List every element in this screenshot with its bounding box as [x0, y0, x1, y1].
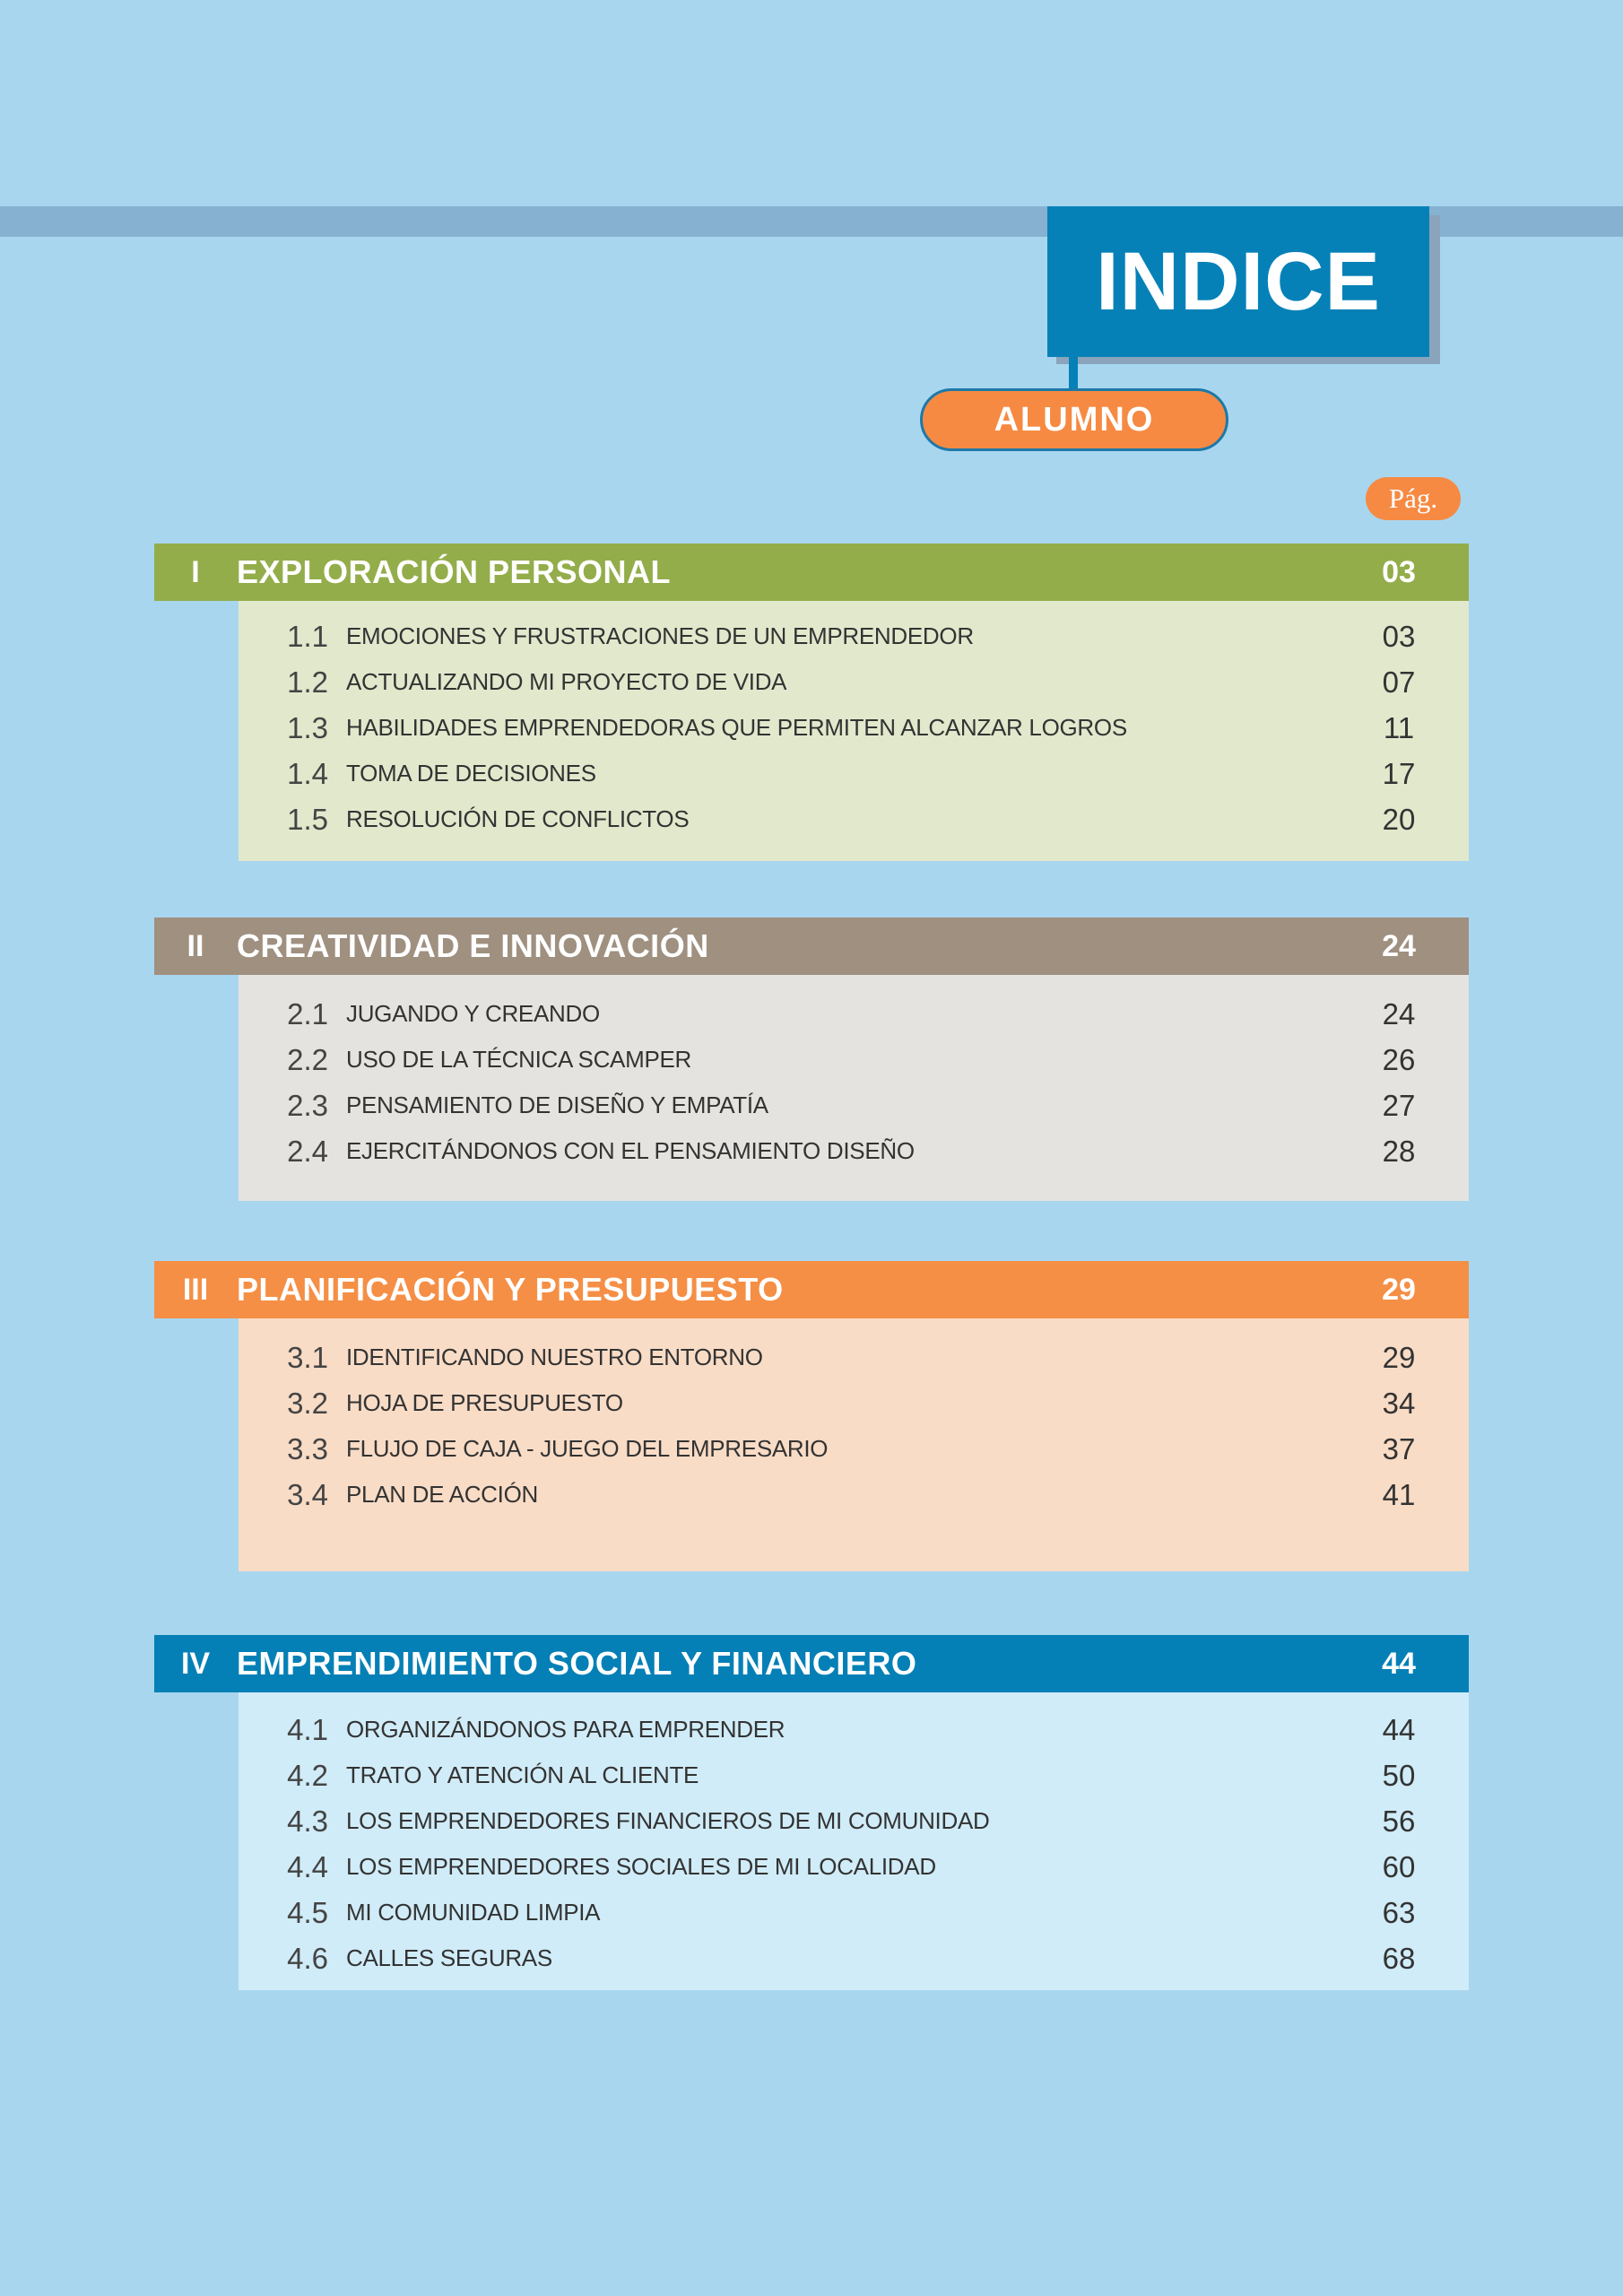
subtitle-pill: ALUMNO: [920, 388, 1228, 451]
item-label: USO DE LA TÉCNICA SCAMPER: [346, 1046, 692, 1073]
section-body: [239, 975, 1469, 1201]
item-page: 26: [1382, 1042, 1416, 1076]
item-label: JUGANDO Y CREANDO: [346, 1000, 600, 1027]
section-body: [239, 1318, 1469, 1571]
section-title: PLANIFICACIÓN Y PRESUPUESTO: [237, 1271, 784, 1308]
section-page: 44: [1382, 1646, 1416, 1681]
item-label: HABILIDADES EMPRENDEDORAS QUE PERMITEN ALCANZAR LOGROS: [346, 714, 1127, 741]
item-number: 2.3: [287, 1088, 328, 1122]
item-page: 60: [1382, 1849, 1416, 1883]
item-number: 1.4: [287, 756, 328, 790]
item-number: 4.1: [287, 1712, 328, 1746]
list-item[interactable]: [239, 1128, 1469, 1174]
list-item[interactable]: [239, 796, 1469, 842]
item-label: ORGANIZÁNDONOS PARA EMPRENDER: [346, 1716, 785, 1743]
section-title: EMPRENDIMIENTO SOCIAL Y FINANCIERO: [237, 1645, 917, 1682]
item-label: TOMA DE DECISIONES: [346, 760, 596, 787]
list-item[interactable]: [239, 1335, 1469, 1380]
list-item[interactable]: [239, 1890, 1469, 1935]
list-item[interactable]: [239, 1083, 1469, 1128]
item-number: 4.5: [287, 1895, 328, 1929]
item-page: 27: [1382, 1088, 1416, 1122]
section-number: II: [187, 928, 204, 963]
item-page: 17: [1382, 756, 1416, 790]
item-label: RESOLUCIÓN DE CONFLICTOS: [346, 805, 690, 832]
item-page: 56: [1382, 1804, 1416, 1838]
section-2: [154, 918, 1469, 1201]
list-item[interactable]: [239, 1707, 1469, 1752]
item-label: LOS EMPRENDEDORES FINANCIEROS DE MI COMUNIDAD: [346, 1807, 990, 1834]
item-label: ACTUALIZANDO MI PROYECTO DE VIDA: [346, 668, 787, 695]
section-body: [239, 1692, 1469, 1990]
item-number: 4.3: [287, 1804, 328, 1838]
item-number: 4.2: [287, 1758, 328, 1792]
item-number: 1.5: [287, 802, 328, 836]
item-number: 4.6: [287, 1941, 328, 1975]
section-3: [154, 1261, 1469, 1571]
item-page: 68: [1382, 1941, 1416, 1975]
item-page: 41: [1382, 1477, 1416, 1511]
item-number: 1.1: [287, 619, 328, 653]
section-page: 24: [1382, 928, 1416, 963]
list-item[interactable]: [239, 705, 1469, 751]
list-item[interactable]: [239, 1426, 1469, 1472]
section-1: [154, 544, 1469, 861]
item-page: 28: [1382, 1134, 1416, 1168]
item-page: 44: [1382, 1712, 1416, 1746]
item-page: 34: [1382, 1386, 1416, 1420]
item-label: FLUJO DE CAJA - JUEGO DEL EMPRESARIO: [346, 1435, 829, 1462]
item-page: 24: [1382, 996, 1416, 1031]
section-header[interactable]: [154, 918, 1469, 975]
item-number: 1.2: [287, 665, 328, 699]
item-page: 29: [1382, 1340, 1416, 1374]
item-label: LOS EMPRENDEDORES SOCIALES DE MI LOCALIDAD: [346, 1853, 936, 1880]
item-number: 3.4: [287, 1477, 328, 1511]
title-connector: [1069, 357, 1078, 389]
item-label: HOJA DE PRESUPUESTO: [346, 1389, 623, 1416]
section-body: [239, 601, 1469, 861]
item-number: 3.3: [287, 1431, 328, 1465]
item-page: 20: [1382, 802, 1416, 836]
list-item[interactable]: [239, 1935, 1469, 1981]
list-item[interactable]: [239, 751, 1469, 796]
section-title: CREATIVIDAD E INNOVACIÓN: [237, 927, 709, 964]
section-number: IV: [180, 1646, 211, 1681]
page-title: INDICE: [1047, 206, 1429, 357]
list-item[interactable]: [239, 1752, 1469, 1798]
item-page: 11: [1383, 710, 1415, 744]
section-number: III: [182, 1272, 209, 1307]
item-number: 4.4: [287, 1849, 328, 1883]
item-number: 3.1: [287, 1340, 328, 1374]
item-page: 50: [1382, 1758, 1416, 1792]
item-page: 07: [1382, 665, 1416, 699]
list-item[interactable]: [239, 991, 1469, 1037]
list-item[interactable]: [239, 1472, 1469, 1518]
item-label: PENSAMIENTO DE DISEÑO Y EMPATÍA: [346, 1091, 768, 1118]
item-label: CALLES SEGURAS: [346, 1944, 552, 1971]
item-label: MI COMUNIDAD LIMPIA: [346, 1899, 601, 1926]
item-page: 37: [1382, 1431, 1416, 1465]
item-number: 2.1: [287, 996, 328, 1031]
item-page: 03: [1382, 619, 1416, 653]
section-title: EXPLORACIÓN PERSONAL: [237, 553, 672, 590]
item-page: 63: [1382, 1895, 1416, 1929]
item-number: 1.3: [287, 710, 328, 744]
list-item[interactable]: [239, 1380, 1469, 1426]
section-page: 03: [1382, 554, 1416, 589]
list-item[interactable]: [239, 1037, 1469, 1083]
section-header[interactable]: [154, 1261, 1469, 1318]
list-item[interactable]: [239, 1798, 1469, 1844]
item-label: TRATO Y ATENCIÓN AL CLIENTE: [346, 1761, 699, 1788]
section-header[interactable]: [154, 544, 1469, 601]
section-4: [154, 1635, 1469, 1990]
item-label: EJERCITÁNDONOS CON EL PENSAMIENTO DISEÑO: [346, 1137, 915, 1164]
item-label: IDENTIFICANDO NUESTRO ENTORNO: [346, 1344, 763, 1370]
page-column-badge: Pág.: [1366, 477, 1461, 520]
section-header[interactable]: [154, 1635, 1469, 1692]
item-number: 2.2: [287, 1042, 328, 1076]
item-number: 2.4: [287, 1134, 328, 1168]
section-number: I: [191, 554, 200, 589]
list-item[interactable]: [239, 613, 1469, 659]
item-number: 3.2: [287, 1386, 328, 1420]
item-label: EMOCIONES Y FRUSTRACIONES DE UN EMPRENDEDOR: [346, 622, 974, 649]
list-item[interactable]: [239, 659, 1469, 705]
list-item[interactable]: [239, 1844, 1469, 1890]
section-page: 29: [1382, 1272, 1416, 1307]
item-label: PLAN DE ACCIÓN: [346, 1481, 538, 1508]
